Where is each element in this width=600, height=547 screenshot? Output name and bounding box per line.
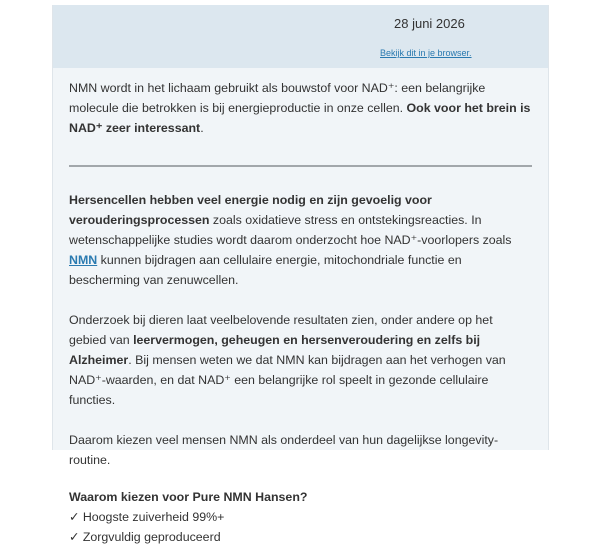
- divider: [69, 165, 532, 167]
- research-bold: leervermogen, geheugen en hersenveroudering en zelfs bij Alzheimer: [69, 333, 481, 367]
- routine-paragraph: Daarom kiezen veel mensen NMN als onderdeel van hun dagelijkse longevity-routine.: [69, 433, 499, 467]
- intro-bold: Ook voor het brein is NAD⁺ zeer interessant: [69, 101, 531, 135]
- view-in-browser-link[interactable]: Bekijk dit in je browser.: [380, 48, 472, 58]
- email-date: 28 juni 2026: [394, 16, 465, 31]
- why-title: Waarom kiezen voor Pure NMN Hansen?: [69, 490, 308, 504]
- nmn-link[interactable]: NMN: [69, 253, 98, 267]
- benefit-item: ✓ Zorgvuldig geproduceerd: [69, 530, 221, 544]
- benefit-list: [69, 507, 532, 547]
- email-header: [53, 5, 548, 68]
- brain-bold: Hersencellen hebben veel energie nodig en zijn gevoelig voor verouderingsprocessen: [69, 193, 432, 227]
- research-text-end: . Bij mensen weten we dat NMN kan bijdragen aan het verhogen van NAD⁺-waarden, en dat NAD⁺ een belangrijke rol speelt in gezonde cellulaire functies.: [69, 353, 506, 407]
- email-body: [52, 5, 549, 544]
- benefit-item: ✓ Hoogste zuiverheid 99%+: [69, 510, 225, 524]
- brain-text: zoals oxidatieve stress en ontstekingsreacties. In wetenschappelijke studies wordt daarom onderzocht hoe NAD⁺-voorlopers zoals: [69, 213, 512, 247]
- intro-text: NMN wordt in het lichaam gebruikt als bouwstof voor NAD⁺: een belangrijke molecule die betrokken is bij energieproductie in onze cellen.: [69, 81, 486, 115]
- brain-text-end: kunnen bijdragen aan cellulaire energie, mitochondriale functie en bescherming van zenuwcellen.: [69, 253, 462, 287]
- research-text: Onderzoek bij dieren laat veelbelovende resultaten zien, onder andere op het gebied van: [69, 313, 493, 347]
- email-content: [53, 78, 548, 547]
- brain-paragraph: [69, 190, 532, 290]
- intro-end: .: [200, 121, 204, 135]
- intro-paragraph: [69, 78, 532, 138]
- research-paragraph: [69, 310, 532, 410]
